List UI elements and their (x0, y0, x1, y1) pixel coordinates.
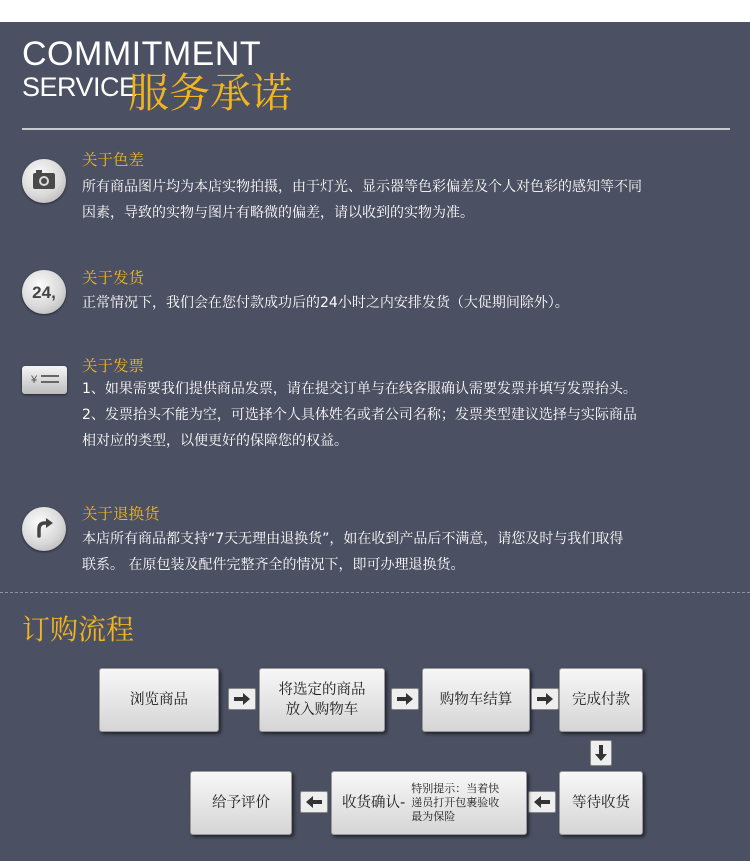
return-arrow-icon (22, 507, 66, 551)
section-body (82, 376, 732, 454)
header-service: SERVICE (22, 72, 137, 102)
arrow-down-icon (590, 740, 612, 766)
section-title: 关于退换货 (82, 505, 160, 523)
body-line: 因素，导致的实物与图片有略微的偏差，请以收到的实物为准。 (82, 205, 474, 221)
body-line: 1、如果需要我们提供商品发票，请在提交订单与在线客服确认需要发票并填写发票抬头。 (82, 381, 637, 397)
section-body (82, 174, 732, 226)
section-divider (0, 592, 750, 593)
step-wait-delivery: 等待收货 (559, 771, 643, 835)
section-title: 关于发票 (82, 357, 145, 375)
body-line: 所有商品图片均为本店实物拍摄，由于灯光、显示器等色彩偏差及个人对色彩的感知等不同 (82, 179, 642, 195)
section-body (82, 526, 732, 578)
body-line: 正常情况下，我们会在您付款成功后的24小时之内安排发货（大促期间除外）。 (82, 295, 569, 311)
camera-icon (22, 159, 66, 203)
svg-text:24,: 24, (32, 283, 56, 302)
body-line: 2、发票抬头不能为空，可选择个人具体姓名或者公司名称；发票类型建议选择与实际商品 (82, 407, 637, 423)
svg-text:¥: ¥ (31, 374, 38, 386)
special-tip: 特别提示：当着快 递员打开包裹验收 最为保险 (411, 782, 500, 823)
step-add-to-cart: 将选定的商品 放入购物车 (259, 668, 385, 732)
body-line: 联系。 在原包装及配件完整齐全的情况下，即可办理退换货。 (82, 557, 465, 573)
arrow-right-icon (531, 688, 559, 710)
section-body (82, 290, 732, 316)
section-title: 关于色差 (82, 151, 145, 169)
header-title-cn: 服务承诺 (128, 69, 292, 117)
24-hours-icon (22, 270, 66, 314)
arrow-left-icon (300, 791, 328, 813)
step-complete-payment: 完成付款 (559, 668, 643, 732)
step-confirm-receipt: 收货确认- 特别提示：当着快 递员打开包裹验收 最为保险 (331, 771, 527, 835)
order-process-title: 订购流程 (22, 613, 135, 646)
header-divider (22, 128, 730, 130)
step-give-review: 给予评价 (190, 771, 292, 835)
arrow-right-icon (391, 688, 419, 710)
header-commitment: COMMITMENT (22, 35, 262, 73)
step-cart-checkout: 购物车结算 (422, 668, 530, 732)
section-title: 关于发货 (82, 269, 145, 287)
body-line: 本店所有商品都支持“7天无理由退换货”，如在收到产品后不满意，请您及时与我们取得 (82, 531, 624, 547)
arrow-left-icon (528, 791, 556, 813)
step-browse-products: 浏览商品 (99, 668, 219, 732)
arrow-right-icon (228, 688, 256, 710)
body-line: 相对应的类型，以便更好的保障您的权益。 (82, 433, 348, 449)
invoice-icon (22, 366, 67, 394)
